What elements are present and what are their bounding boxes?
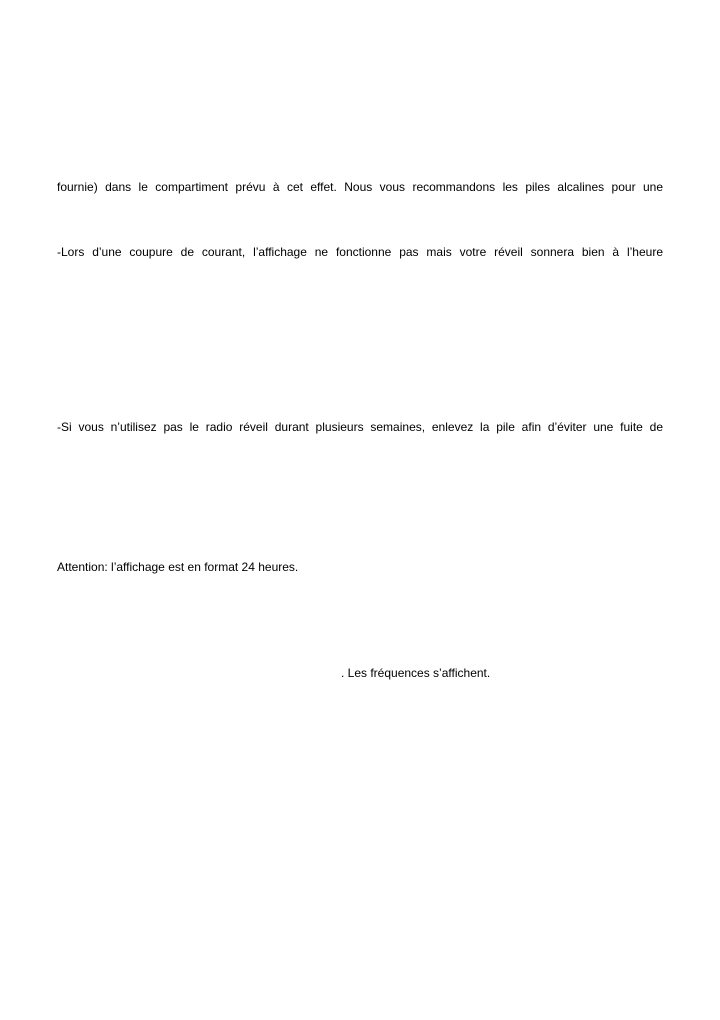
text-line-remove-battery: -Si vous n’utilisez pas le radio réveil durant plusieurs semaines, enlevez la pile afin d’éviter une fuite de (57, 420, 663, 434)
text-line-power-outage: -Lors d’une coupure de courant, l’affichage ne fonctionne pas mais votre réveil sonnera bien à l’heure (57, 245, 663, 259)
text-line-frequencies-displayed: . Les fréquences s’affichent. (341, 666, 491, 680)
text-line-display-format-warning: Attention: l’affichage est en format 24 heures. (57, 560, 299, 574)
text-line-battery-compartment: fournie) dans le compartiment prévu à cet effet. Nous vous recommandons les piles alcalines pour une (57, 180, 663, 194)
